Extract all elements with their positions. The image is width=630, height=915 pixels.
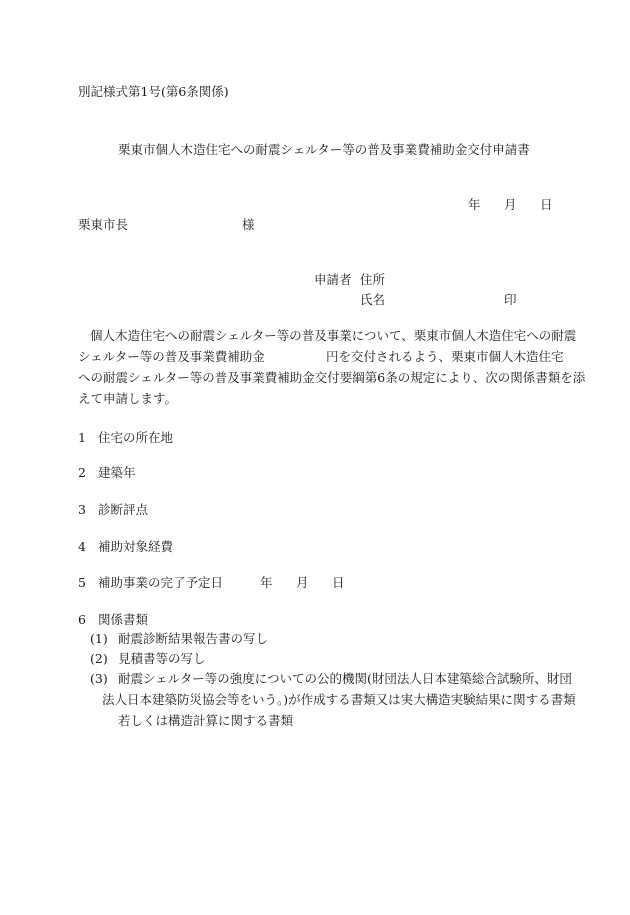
document-item	[90, 673, 572, 686]
document-number: (2)	[90, 651, 108, 666]
section-number: 2	[78, 465, 86, 480]
body-line: えて申請します。	[78, 391, 178, 406]
document-number: (3)	[90, 671, 108, 686]
section-item	[78, 504, 148, 517]
body-line: シェルター等の普及事業費補助金	[78, 349, 265, 364]
document-item	[90, 633, 268, 646]
section-item	[78, 541, 173, 554]
section-number: 3	[78, 502, 86, 517]
section-label: 住宅の所在地	[98, 430, 174, 445]
section-item	[78, 614, 148, 627]
applicant-label: 申請者	[314, 272, 352, 287]
section-number: 1	[78, 430, 86, 445]
applicant-address-label: 住所	[360, 272, 386, 287]
body-line: 個人木造住宅への耐震シェルター等の普及事業について、栗東市個人木造住宅への耐震	[90, 328, 577, 343]
date-day: 日	[540, 197, 553, 212]
applicant-name-label: 氏名	[360, 292, 386, 307]
addressee-name: 栗東市長	[78, 217, 129, 232]
document-number: (1)	[90, 631, 108, 646]
section-label: 補助対象経費	[98, 539, 174, 554]
section-number: 4	[78, 539, 86, 554]
document-text: 耐震シェルター等の強度についての公的機関(財団法人日本建築総合試験所、財団	[118, 671, 572, 686]
body-line: への耐震シェルター等の普及事業費補助金交付要綱第6条の規定により、次の関係書類を添	[78, 370, 586, 385]
section-number: 5	[78, 575, 86, 590]
document-item	[90, 653, 206, 666]
document-text: 耐震診断結果報告書の写し	[118, 631, 269, 646]
section-label: 診断評点	[98, 502, 149, 517]
body-line-amount-tail: 円を交付されるよう、栗東市個人木造住宅	[326, 349, 564, 364]
document-text: 見積書等の写し	[118, 651, 206, 666]
date-month: 月	[504, 197, 517, 212]
seal-mark: 印	[504, 292, 517, 307]
document-text-continued: 若しくは構造計算に関する書類	[118, 713, 294, 728]
section-label: 建築年	[98, 465, 136, 480]
section-label: 関係書類	[98, 612, 149, 627]
form-label: 別記様式第1号(第6条関係)	[78, 84, 229, 99]
section-item	[78, 467, 136, 480]
completion-day: 日	[332, 575, 345, 590]
section-item	[78, 577, 223, 590]
document-text-continued: 法人日本建築防災協会等をいう。)が作成する書類又は実大構造実験結果に関する書類	[102, 692, 576, 707]
document-title: 栗東市個人木造住宅への耐震シェルター等の普及事業費補助金交付申請書	[118, 142, 530, 157]
section-label: 補助事業の完了予定日	[98, 575, 224, 590]
completion-month: 月	[296, 575, 309, 590]
section-number: 6	[78, 612, 86, 627]
section-item	[78, 432, 173, 445]
completion-year: 年	[260, 575, 273, 590]
addressee-honorific: 様	[242, 217, 255, 232]
date-year: 年	[468, 197, 481, 212]
